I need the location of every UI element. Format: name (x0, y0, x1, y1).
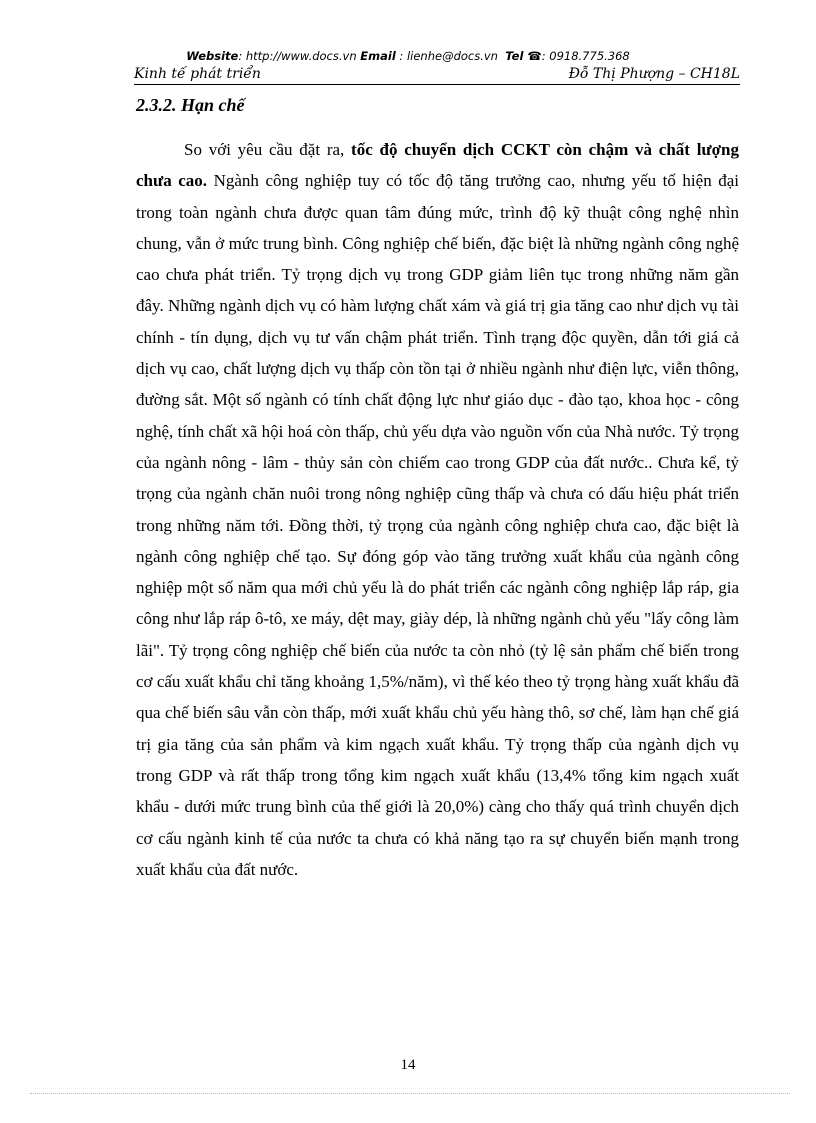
email-label: Email (360, 49, 396, 63)
header-left: Kinh tế phát triển (134, 66, 261, 82)
page-header (134, 66, 740, 85)
website-label: Website (186, 49, 239, 63)
website-contact-line (0, 49, 816, 63)
body-text (136, 134, 739, 885)
email-value: : lienhe@docs.vn (399, 49, 498, 63)
paragraph-rest: Ngành công nghiệp tuy có tốc độ tăng trưởng cao, nhưng yếu tố hiện đại trong toàn ngành chưa được quan tâm đúng mức, trình độ kỹ thuật công nghệ nhìn chung, vẫn ở mức trung bình. Công nghiệp chế biến, đặc biệt là những ngành công nghệ cao chưa phát triển. Tỷ trọng dịch vụ trong GDP giảm liên tục trong những năm gần đây. Những ngành dịch vụ có hàm lượng chất xám và giá trị gia tăng cao như dịch vụ tài chính - tín dụng, dịch vụ tư vấn chậm phát triển. Tình trạng độc quyền, dẫn tới giá cả dịch vụ cao, chất lượng dịch vụ thấp còn tồn tại ở nhiều ngành như điện lực, viễn thông, đường sắt. Một số ngành có tính chất động lực như giáo dục - đào tạo, khoa học - công nghệ, tính chất xã hội hoá còn thấp, chủ yếu dựa vào nguồn vốn của Nhà nước. Tỷ trọng của ngành nông - lâm - thủy sản còn chiếm cao trong GDP của đất nước.. Chưa kể, tỷ trọng của ngành chăn nuôi trong nông nghiệp cũng thấp và chưa có dấu hiệu phát triển trong những năm tới. Đồng thời, tỷ trọng của ngành công nghiệp chưa cao, đặc biệt là ngành công nghiệp chế tạo. Sự đóng góp vào tăng trưởng xuất khẩu của ngành công nghiệp một số năm qua mới chủ yếu là do phát triển các ngành công nghiệp lắp ráp, gia công như lắp ráp ô-tô, xe máy, dệt may, giày dép, là những ngành chủ yếu "lấy công làm lãi". Tỷ trọng công nghiệp chế biến của nước ta còn nhỏ (tỷ lệ sản phẩm chế biến trong cơ cấu xuất khẩu chỉ tăng khoảng 1,5%/năm), vì thế kéo theo tỷ trọng hàng xuất khẩu đã qua chế biến sâu vẫn còn thấp, mới xuất khẩu chủ yếu hàng thô, sơ chế, làm hạn chế giá trị gia tăng của sản phẩm và kim ngạch xuất khẩu. Tỷ trọng thấp của ngành dịch vụ trong GDP và rất thấp trong tổng kim ngạch xuất khẩu (13,4% tổng kim ngạch xuất khẩu - dưới mức trung bình của thế giới là 20,0%) càng cho thấy quá trình chuyển dịch cơ cấu ngành kinh tế của nước ta chưa có khả năng tạo ra sự chuyển biến mạnh trong xuất khẩu của đất nước. (136, 171, 740, 879)
section-title: 2.3.2. Hạn chế (136, 95, 245, 115)
website-value: : http://www.docs.vn (238, 49, 357, 63)
paragraph (136, 134, 739, 885)
page-bottom-divider (30, 1093, 790, 1094)
header-right: Đỗ Thị Phượng – CH18L (568, 66, 740, 82)
tel-value: : 0918.775.368 (541, 49, 630, 63)
tel-label: Tel ☎ (505, 49, 542, 63)
paragraph-intro: So với yêu cầu đặt ra, (184, 140, 352, 159)
paragraph-bold: tốc độ chuyển dịch CCKT còn chậm và chất lượng chưa cao. (136, 140, 739, 191)
page-number: 14 (400, 1057, 416, 1073)
